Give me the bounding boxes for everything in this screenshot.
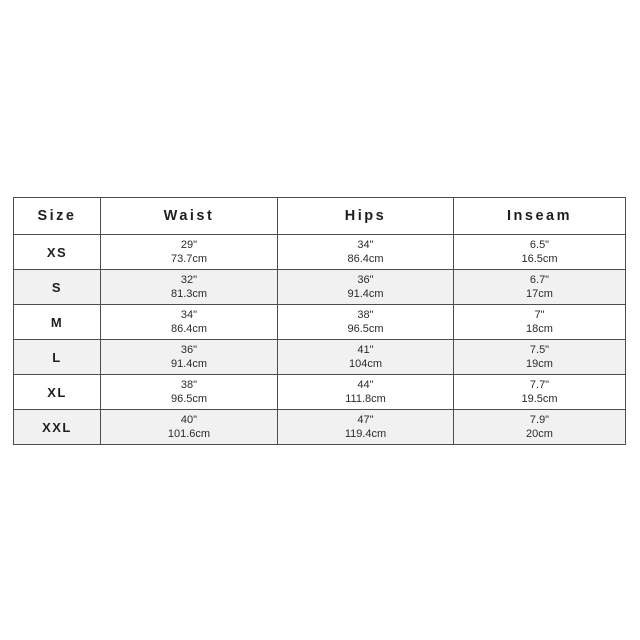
header-hips: Hips [278, 198, 454, 235]
table-row-l [14, 340, 626, 375]
waist-cm-xxl: 101.6cm [167, 428, 211, 440]
inseam-cm-xxl: 20cm [526, 428, 553, 440]
hips-cell-s [278, 270, 454, 305]
size-label-xs: XS [14, 235, 101, 270]
hips-cell-xl [278, 375, 454, 410]
table-row-xs [14, 235, 626, 270]
inseam-cm-xl: 19.5cm [521, 393, 558, 405]
waist-cell-m [101, 305, 278, 340]
waist-cell-xs [101, 235, 278, 270]
header-row [14, 198, 626, 235]
waist-inches-l: 36" [180, 344, 198, 356]
size-label-s: S [14, 270, 101, 305]
waist-cm-l: 91.4cm [170, 358, 208, 370]
inseam-inches-s: 6.7" [529, 274, 550, 286]
hips-inches-xl: 44" [357, 379, 374, 391]
inseam-cell-m [454, 305, 626, 340]
hips-cm-s: 91.4cm [347, 288, 384, 300]
size-label-xl: XL [14, 375, 101, 410]
header-waist: Waist [101, 198, 278, 235]
hips-cell-m [278, 305, 454, 340]
table-row-xxl [14, 410, 626, 445]
inseam-inches-m: 7" [534, 309, 545, 321]
hips-cell-xxl [278, 410, 454, 445]
waist-inches-m: 34" [180, 309, 198, 321]
inseam-inches-xxl: 7.9" [529, 414, 550, 426]
waist-inches-xl: 38" [180, 379, 198, 391]
hips-cm-l: 104cm [348, 358, 383, 370]
inseam-cell-s [454, 270, 626, 305]
inseam-cell-xxl [454, 410, 626, 445]
inseam-cm-m: 18cm [526, 323, 553, 335]
waist-cm-s: 81.3cm [170, 288, 208, 300]
waist-cm-xl: 96.5cm [170, 393, 208, 405]
size-chart-table [13, 197, 626, 445]
hips-inches-xs: 34" [357, 239, 374, 251]
hips-inches-s: 36" [357, 274, 374, 286]
waist-inches-xxl: 40" [180, 414, 198, 426]
inseam-cell-xs [454, 235, 626, 270]
size-label-xxl: XXL [14, 410, 101, 445]
waist-cell-s [101, 270, 278, 305]
hips-cell-l [278, 340, 454, 375]
waist-cell-xxl [101, 410, 278, 445]
table-row-m [14, 305, 626, 340]
size-label-l: L [14, 340, 101, 375]
hips-inches-m: 38" [357, 309, 374, 321]
inseam-cell-l [454, 340, 626, 375]
inseam-inches-l: 7.5" [529, 344, 550, 356]
hips-cm-m: 96.5cm [347, 323, 384, 335]
table-row-s [14, 270, 626, 305]
hips-cm-xs: 86.4cm [347, 253, 384, 265]
hips-inches-xxl: 47" [357, 414, 374, 426]
inseam-cm-s: 17cm [526, 288, 553, 300]
inseam-inches-xs: 6.5" [529, 239, 550, 251]
table-row-xl [14, 375, 626, 410]
waist-inches-s: 32" [180, 274, 198, 286]
inseam-cell-xl [454, 375, 626, 410]
header-inseam: Inseam [454, 198, 626, 235]
inseam-cm-xs: 16.5cm [521, 253, 558, 265]
hips-cm-xxl: 119.4cm [344, 428, 387, 440]
waist-cell-xl [101, 375, 278, 410]
hips-cm-xl: 111.8cm [345, 393, 386, 405]
hips-cell-xs [278, 235, 454, 270]
header-size: Size [14, 198, 101, 235]
waist-inches-xs: 29" [180, 239, 198, 251]
waist-cm-xs: 73.7cm [170, 253, 208, 265]
inseam-cm-l: 19cm [526, 358, 553, 370]
size-label-m: M [14, 305, 101, 340]
hips-inches-l: 41" [357, 344, 374, 356]
inseam-inches-xl: 7.7" [529, 379, 550, 391]
waist-cm-m: 86.4cm [170, 323, 208, 335]
waist-cell-l [101, 340, 278, 375]
